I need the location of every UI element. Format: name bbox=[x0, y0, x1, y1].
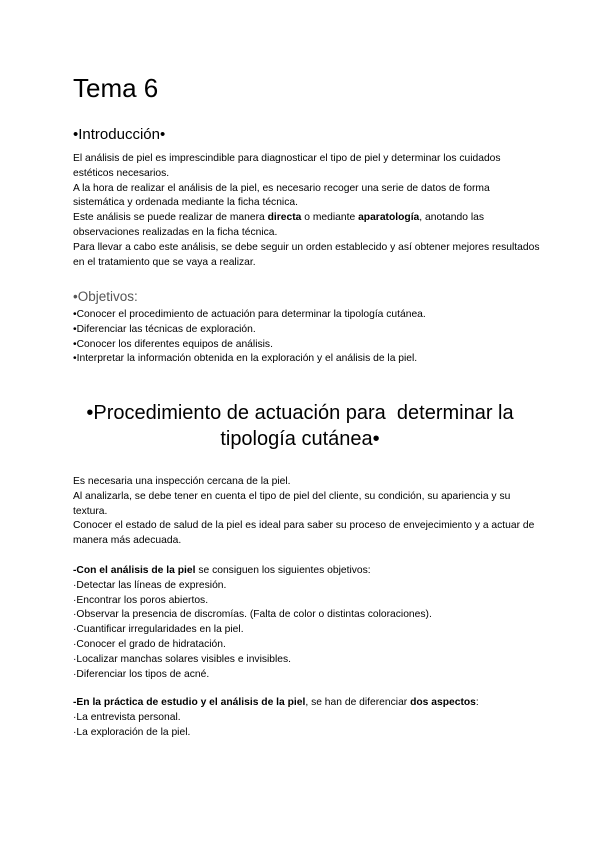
analisis-section bbox=[73, 564, 543, 682]
procedimiento-paragraph-3: Conocer el estado de salud de la piel es ideal para saber su proceso de envejecimiento y a actuar de manera más adecuada. bbox=[73, 520, 535, 547]
intro-paragraph-3 bbox=[73, 211, 543, 241]
intro-p3-part-e: , anotando las observaciones realizadas en la ficha técnica. bbox=[73, 212, 484, 238]
intro-paragraph-1: El análisis de piel es imprescindible para diagnosticar el tipo de piel y determinar los cuidados estéticos necesarios. bbox=[73, 153, 501, 179]
analisis-intro bbox=[73, 564, 543, 579]
analisis-rest: se consiguen los siguientes objetivos: bbox=[195, 565, 371, 576]
procedimiento-heading-line-2: tipología cutánea• bbox=[220, 428, 380, 450]
intro-text bbox=[73, 152, 543, 270]
intro-p3-bold-directa: directa bbox=[267, 212, 302, 224]
list-item: •Conocer el procedimiento de actuación para determinar la tipología cutánea. bbox=[73, 309, 426, 320]
procedimiento-text bbox=[73, 475, 543, 549]
objetivos-heading: •Objetivos: bbox=[73, 289, 138, 304]
procedimiento-heading-line-1: •Procedimiento de actuación para determinar la bbox=[86, 402, 514, 424]
practica-mid: , se han de diferenciar bbox=[305, 697, 411, 708]
analisis-bold: -Con el análisis de la piel bbox=[73, 565, 196, 576]
list-item: •Interpretar la información obtenida en la exploración y el análisis de la piel. bbox=[73, 353, 418, 365]
list-item: ·La entrevista personal. bbox=[73, 711, 181, 723]
practica-section bbox=[73, 696, 543, 740]
list-item: ·Observar la presencia de discromías. (Falta de color o distintas coloraciones). bbox=[73, 609, 432, 621]
list-item: ·Cuantificar irregularidades en la piel. bbox=[73, 624, 244, 636]
list-item: ·Detectar las líneas de expresión. bbox=[73, 579, 227, 591]
practica-intro bbox=[73, 696, 543, 711]
objetivos-list bbox=[73, 308, 543, 367]
procedimiento-paragraph-1: Es necesaria una inspección cercana de la piel. bbox=[73, 476, 291, 487]
list-item: ·Conocer el grado de hidratación. bbox=[73, 638, 226, 650]
list-item: •Diferenciar las técnicas de exploración. bbox=[73, 323, 256, 335]
practica-end: : bbox=[475, 697, 479, 708]
page-title: Tema 6 bbox=[73, 73, 159, 103]
intro-paragraph-4: Para llevar a cabo este análisis, se debe seguir un orden establecido y así obtener mejores resultados en el tratamiento que se vaya a realizar. bbox=[73, 241, 540, 268]
list-item: ·Localizar manchas solares visibles e invisibles. bbox=[73, 653, 292, 665]
list-item: ·Encontrar los poros abiertos. bbox=[73, 594, 209, 606]
intro-p3-bold-aparatologia: aparatología bbox=[358, 212, 420, 224]
procedimiento-paragraph-2: Al analizarla, se debe tener en cuenta el tipo de piel del cliente, su condición, su apariencia y su textura. bbox=[73, 490, 511, 517]
practica-bold-aspectos: dos aspectos bbox=[410, 697, 476, 708]
list-item: ·La exploración de la piel. bbox=[73, 726, 191, 738]
list-item: •Conocer los diferentes equipos de análisis. bbox=[73, 338, 273, 350]
practica-bold: -En la práctica de estudio y el análisis de la piel bbox=[73, 697, 306, 708]
intro-p3-part-a: Este análisis se puede realizar de manera bbox=[73, 212, 268, 224]
procedimiento-heading bbox=[60, 400, 540, 452]
list-item: ·Diferenciar los tipos de acné. bbox=[73, 668, 210, 680]
intro-p3-part-c: o mediante bbox=[301, 212, 359, 224]
intro-heading: •Introducción• bbox=[73, 126, 166, 143]
intro-paragraph-2: A la hora de realizar el análisis de la piel, es necesario recoger una serie de datos de forma sistemática y ordenada mediante la ficha técnica. bbox=[73, 182, 490, 209]
